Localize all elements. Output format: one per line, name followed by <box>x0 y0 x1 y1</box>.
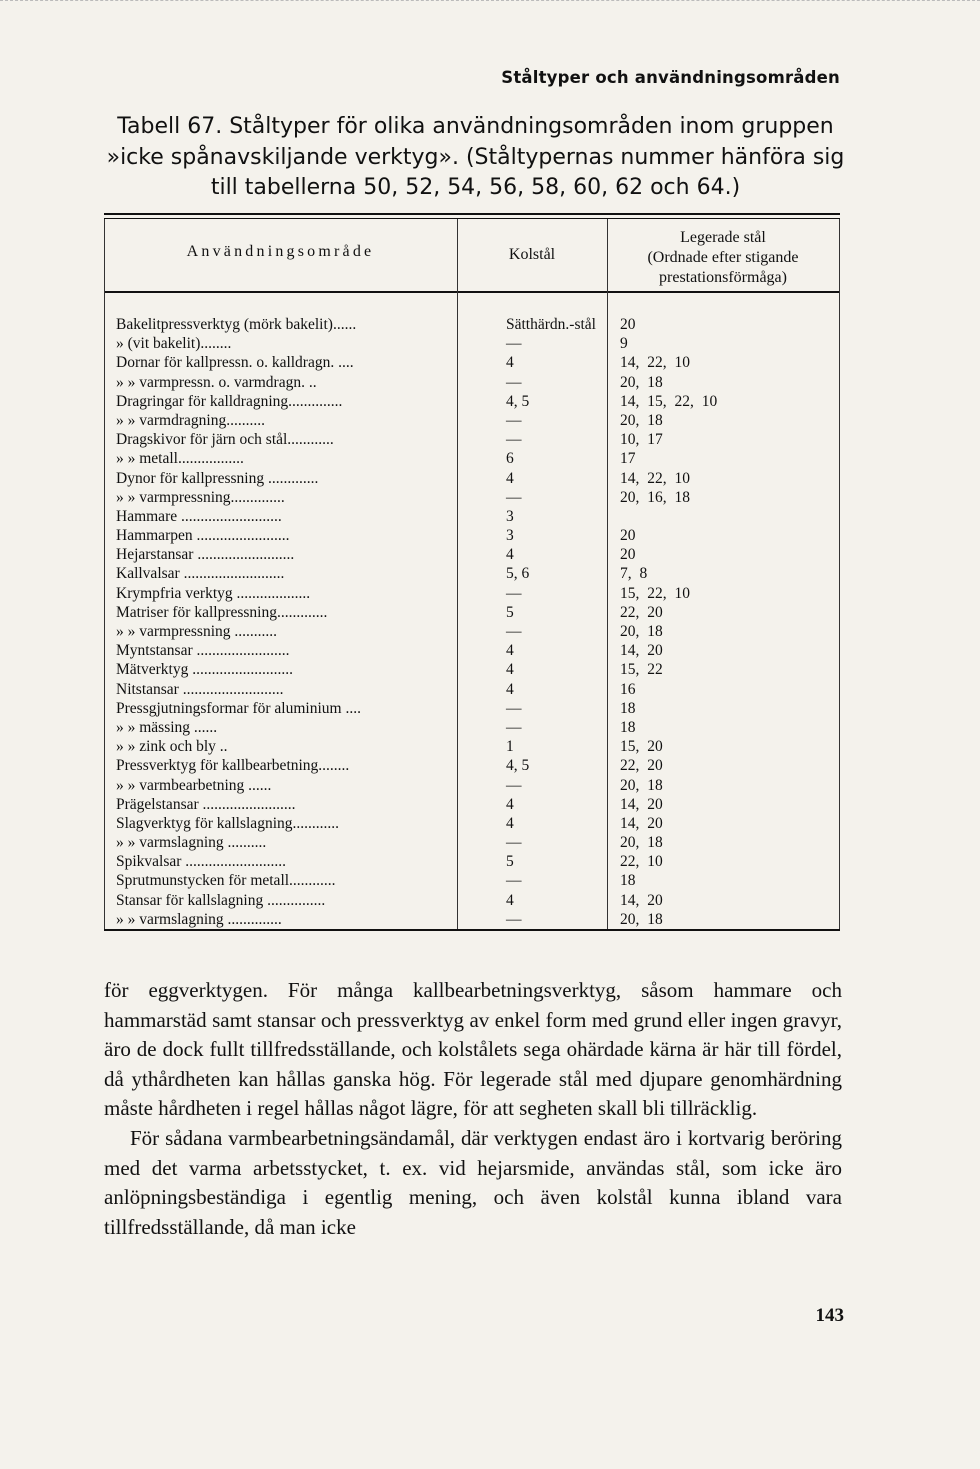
cell-area: » » varmpressn. o. varmdragn. .. <box>116 373 317 391</box>
cell-kolstal: — <box>506 834 522 852</box>
cell-area: Krympfria verktyg ................... <box>116 584 311 602</box>
header-legerade-line: Legerade stål <box>680 229 766 246</box>
cell-legerade: 18 <box>620 872 636 890</box>
header-area: Användningsområde <box>186 243 375 260</box>
cell-legerade: 20, 18 <box>620 623 663 640</box>
cell-legerade: 20, 18 <box>620 910 663 928</box>
cell-kolstal: — <box>506 431 522 449</box>
cell-kolstal: — <box>506 584 522 602</box>
cell-kolstal: 1 <box>506 738 514 756</box>
cell-area: Myntstansar ........................ <box>116 642 290 660</box>
cell-kolstal: 3 <box>506 507 514 525</box>
table-row <box>104 852 840 871</box>
cell-legerade: 14, 22, 10 <box>620 469 690 487</box>
header-legerade-line: (Ordnade efter stigande <box>647 249 799 266</box>
cell-legerade: 16 <box>620 680 636 698</box>
cell-legerade: 15, 20 <box>620 738 663 756</box>
cell-area: Dragskivor för järn och stål............ <box>116 431 334 449</box>
cell-kolstal: — <box>506 699 522 717</box>
cell-legerade: 14, 20 <box>620 814 663 832</box>
cell-kolstal: — <box>506 373 522 391</box>
table-body <box>104 315 840 929</box>
cell-legerade: 10, 17 <box>620 431 663 449</box>
cell-kolstal: — <box>506 872 522 890</box>
table-row <box>104 373 840 392</box>
cell-legerade: 20, 18 <box>620 776 663 794</box>
cell-legerade: 22, 20 <box>620 603 663 621</box>
cell-kolstal: 4 <box>506 642 514 660</box>
cell-kolstal: 4 <box>506 795 514 813</box>
steel-types-table <box>104 213 840 931</box>
table-row <box>104 449 840 468</box>
cell-area: » » zink och bly .. <box>116 738 228 756</box>
cell-area: Kallvalsar .......................... <box>116 565 285 583</box>
cell-area: Hammare .......................... <box>116 507 282 525</box>
cell-area: » » mässing ...... <box>116 718 218 736</box>
table-row <box>104 699 840 718</box>
cell-area: Prägelstansar ........................ <box>116 795 296 813</box>
table-row <box>104 315 840 334</box>
cell-legerade: 18 <box>620 718 636 736</box>
cell-area: » » varmslagning .......... <box>116 834 267 852</box>
table-row <box>104 353 840 372</box>
cell-kolstal: — <box>506 623 522 640</box>
cell-legerade: 14, 15, 22, 10 <box>620 392 718 410</box>
table-row <box>104 411 840 430</box>
cell-area: » » metall................. <box>116 450 244 468</box>
cell-kolstal: 5 <box>506 853 514 871</box>
body-text <box>104 976 842 1242</box>
cell-area: Sprutmunstycken för metall............ <box>116 872 336 890</box>
cell-area: Nitstansar .......................... <box>116 680 284 698</box>
cell-area: Dynor för kallpressning ............. <box>116 469 319 487</box>
cell-legerade: 20, 18 <box>620 834 663 852</box>
cell-kolstal: — <box>506 910 522 928</box>
cell-area: » » varmpressning.............. <box>116 488 285 506</box>
cell-legerade: 20, 18 <box>620 373 663 391</box>
table-row <box>104 833 840 852</box>
table-row <box>104 660 840 679</box>
table-row <box>104 718 840 737</box>
cell-legerade: 20 <box>620 316 636 333</box>
table-row <box>104 526 840 545</box>
cell-kolstal: 6 <box>506 450 514 468</box>
table-row <box>104 469 840 488</box>
cell-area: Spikvalsar .......................... <box>116 853 287 871</box>
running-head: Ståltyper och användningsområden <box>501 68 840 87</box>
table-row <box>104 392 840 411</box>
table-row <box>104 737 840 756</box>
page-number: 143 <box>815 1305 844 1326</box>
cell-kolstal: 4 <box>506 354 514 372</box>
table-row <box>104 603 840 622</box>
cell-area: Dornar för kallpressn. o. kalldragn. .... <box>116 354 354 372</box>
cell-area: » » varmdragning.......... <box>116 411 265 429</box>
cell-kolstal: 4 <box>506 891 514 909</box>
table-header-rule <box>104 291 840 293</box>
table-row <box>104 871 840 890</box>
cell-kolstal: 4, 5 <box>506 392 530 410</box>
cell-legerade: 20, 18 <box>620 411 663 429</box>
cell-kolstal: — <box>506 718 522 736</box>
cell-legerade: 17 <box>620 450 636 468</box>
cell-area: » » varmbearbetning ...... <box>116 776 272 794</box>
table-row <box>104 334 840 353</box>
table-row <box>104 488 840 507</box>
cell-area: Hammarpen ........................ <box>116 527 290 545</box>
cell-kolstal: 4 <box>506 680 514 698</box>
cell-legerade: 15, 22 <box>620 661 663 679</box>
cell-legerade: 20, 16, 18 <box>620 488 690 506</box>
table-row <box>104 891 840 910</box>
cell-legerade: 18 <box>620 699 636 717</box>
cell-legerade: 15, 22, 10 <box>620 584 690 602</box>
table-row <box>104 430 840 449</box>
cell-legerade: 14, 20 <box>620 795 663 813</box>
cell-legerade: 22, 10 <box>620 853 663 871</box>
header-kolstal: Kolstål <box>508 246 556 263</box>
cell-legerade: 20 <box>620 527 636 545</box>
table-row <box>104 564 840 583</box>
cell-area: Matriser för kallpressning............. <box>116 603 328 621</box>
cell-area: » » varmpressning ........... <box>116 623 278 640</box>
page-top-edge <box>0 0 980 3</box>
cell-legerade: 14, 20 <box>620 642 663 660</box>
cell-area: » » varmslagning .............. <box>116 910 282 928</box>
cell-legerade: 22, 20 <box>620 757 663 775</box>
paragraph: För sådana varmbearbetningsändamål, där verktygen endast äro i kortvarig beröring med det varma arbetsstycket, t. ex. vid hejarsmide, användas stål, som icke äro anlöpningsbeständiga i egentlig mening, och även kolstål kunna ibland vara tillfredsställande, då man icke <box>104 1125 842 1239</box>
table-row <box>104 795 840 814</box>
cell-kolstal: 4 <box>506 814 514 832</box>
table-row <box>104 814 840 833</box>
table-row <box>104 776 840 795</box>
cell-kolstal: Sätthärdn.-stål <box>506 316 596 333</box>
cell-legerade: 9 <box>620 335 628 353</box>
cell-area: Pressgjutningsformar för aluminium .... <box>116 699 361 717</box>
cell-kolstal: — <box>506 411 522 429</box>
cell-area: Hejarstansar ......................... <box>116 546 295 564</box>
cell-area: Slagverktyg för kallslagning............ <box>116 814 339 832</box>
table-row <box>104 584 840 603</box>
table-bottom-rule <box>104 929 840 931</box>
cell-kolstal: 5, 6 <box>506 565 530 583</box>
header-legerade-line: prestationsförmåga) <box>659 269 787 286</box>
cell-kolstal: 4 <box>506 546 514 564</box>
cell-kolstal: — <box>506 335 522 353</box>
cell-kolstal: 4, 5 <box>506 757 530 775</box>
cell-legerade: 14, 20 <box>620 891 663 909</box>
table-row <box>104 507 840 526</box>
cell-kolstal: — <box>506 776 522 794</box>
header-legerade <box>607 228 839 288</box>
cell-area: » (vit bakelit)........ <box>116 335 232 353</box>
cell-area: Bakelitpressverktyg (mörk bakelit)...... <box>116 316 357 333</box>
cell-legerade: 7, 8 <box>620 565 648 583</box>
table-row <box>104 910 840 929</box>
cell-kolstal: — <box>506 488 522 506</box>
cell-kolstal: 5 <box>506 603 514 621</box>
cell-area: Pressverktyg för kallbearbetning........ <box>116 757 350 775</box>
cell-kolstal: 4 <box>506 469 514 487</box>
table-row <box>104 756 840 775</box>
paragraph: för eggverktygen. För många kallbearbetningsverktyg, såsom hammare och hammarstäd samt stansar och pressverktyg av enkel form med grund eller ingen gravyr, äro de dock fullt tillfredsställande, och kolstålets sega ohärdade kärna är här till fördel, då ythårdheten kan hållas ganska hög. För legerade stål med djupare genomhärdning måste hårdheten i regel hållas något lägre, för att segheten skall bli tillräcklig. <box>104 978 842 1121</box>
table-row <box>104 545 840 564</box>
table-row <box>104 622 840 641</box>
cell-legerade: 20 <box>620 546 636 564</box>
table-row <box>104 680 840 699</box>
cell-kolstal: 3 <box>506 527 514 545</box>
cell-legerade: 14, 22, 10 <box>620 354 690 372</box>
table-row <box>104 641 840 660</box>
table-top-rule-thin <box>104 218 840 219</box>
cell-area: Dragringar för kalldragning.............. <box>116 392 343 410</box>
table-top-rule <box>104 213 840 215</box>
table-caption: Tabell 67. Ståltyper för olika användningsområden inom gruppen »icke spånavskiljande verktyg». (Ståltypernas nummer hänföra sig till tabellerna 50, 52, 54, 56, 58, 60, 62 och 64.) <box>106 114 845 200</box>
cell-area: Stansar för kallslagning ............... <box>116 891 326 909</box>
cell-area: Mätverktyg .......................... <box>116 661 293 679</box>
cell-kolstal: 4 <box>506 661 514 679</box>
